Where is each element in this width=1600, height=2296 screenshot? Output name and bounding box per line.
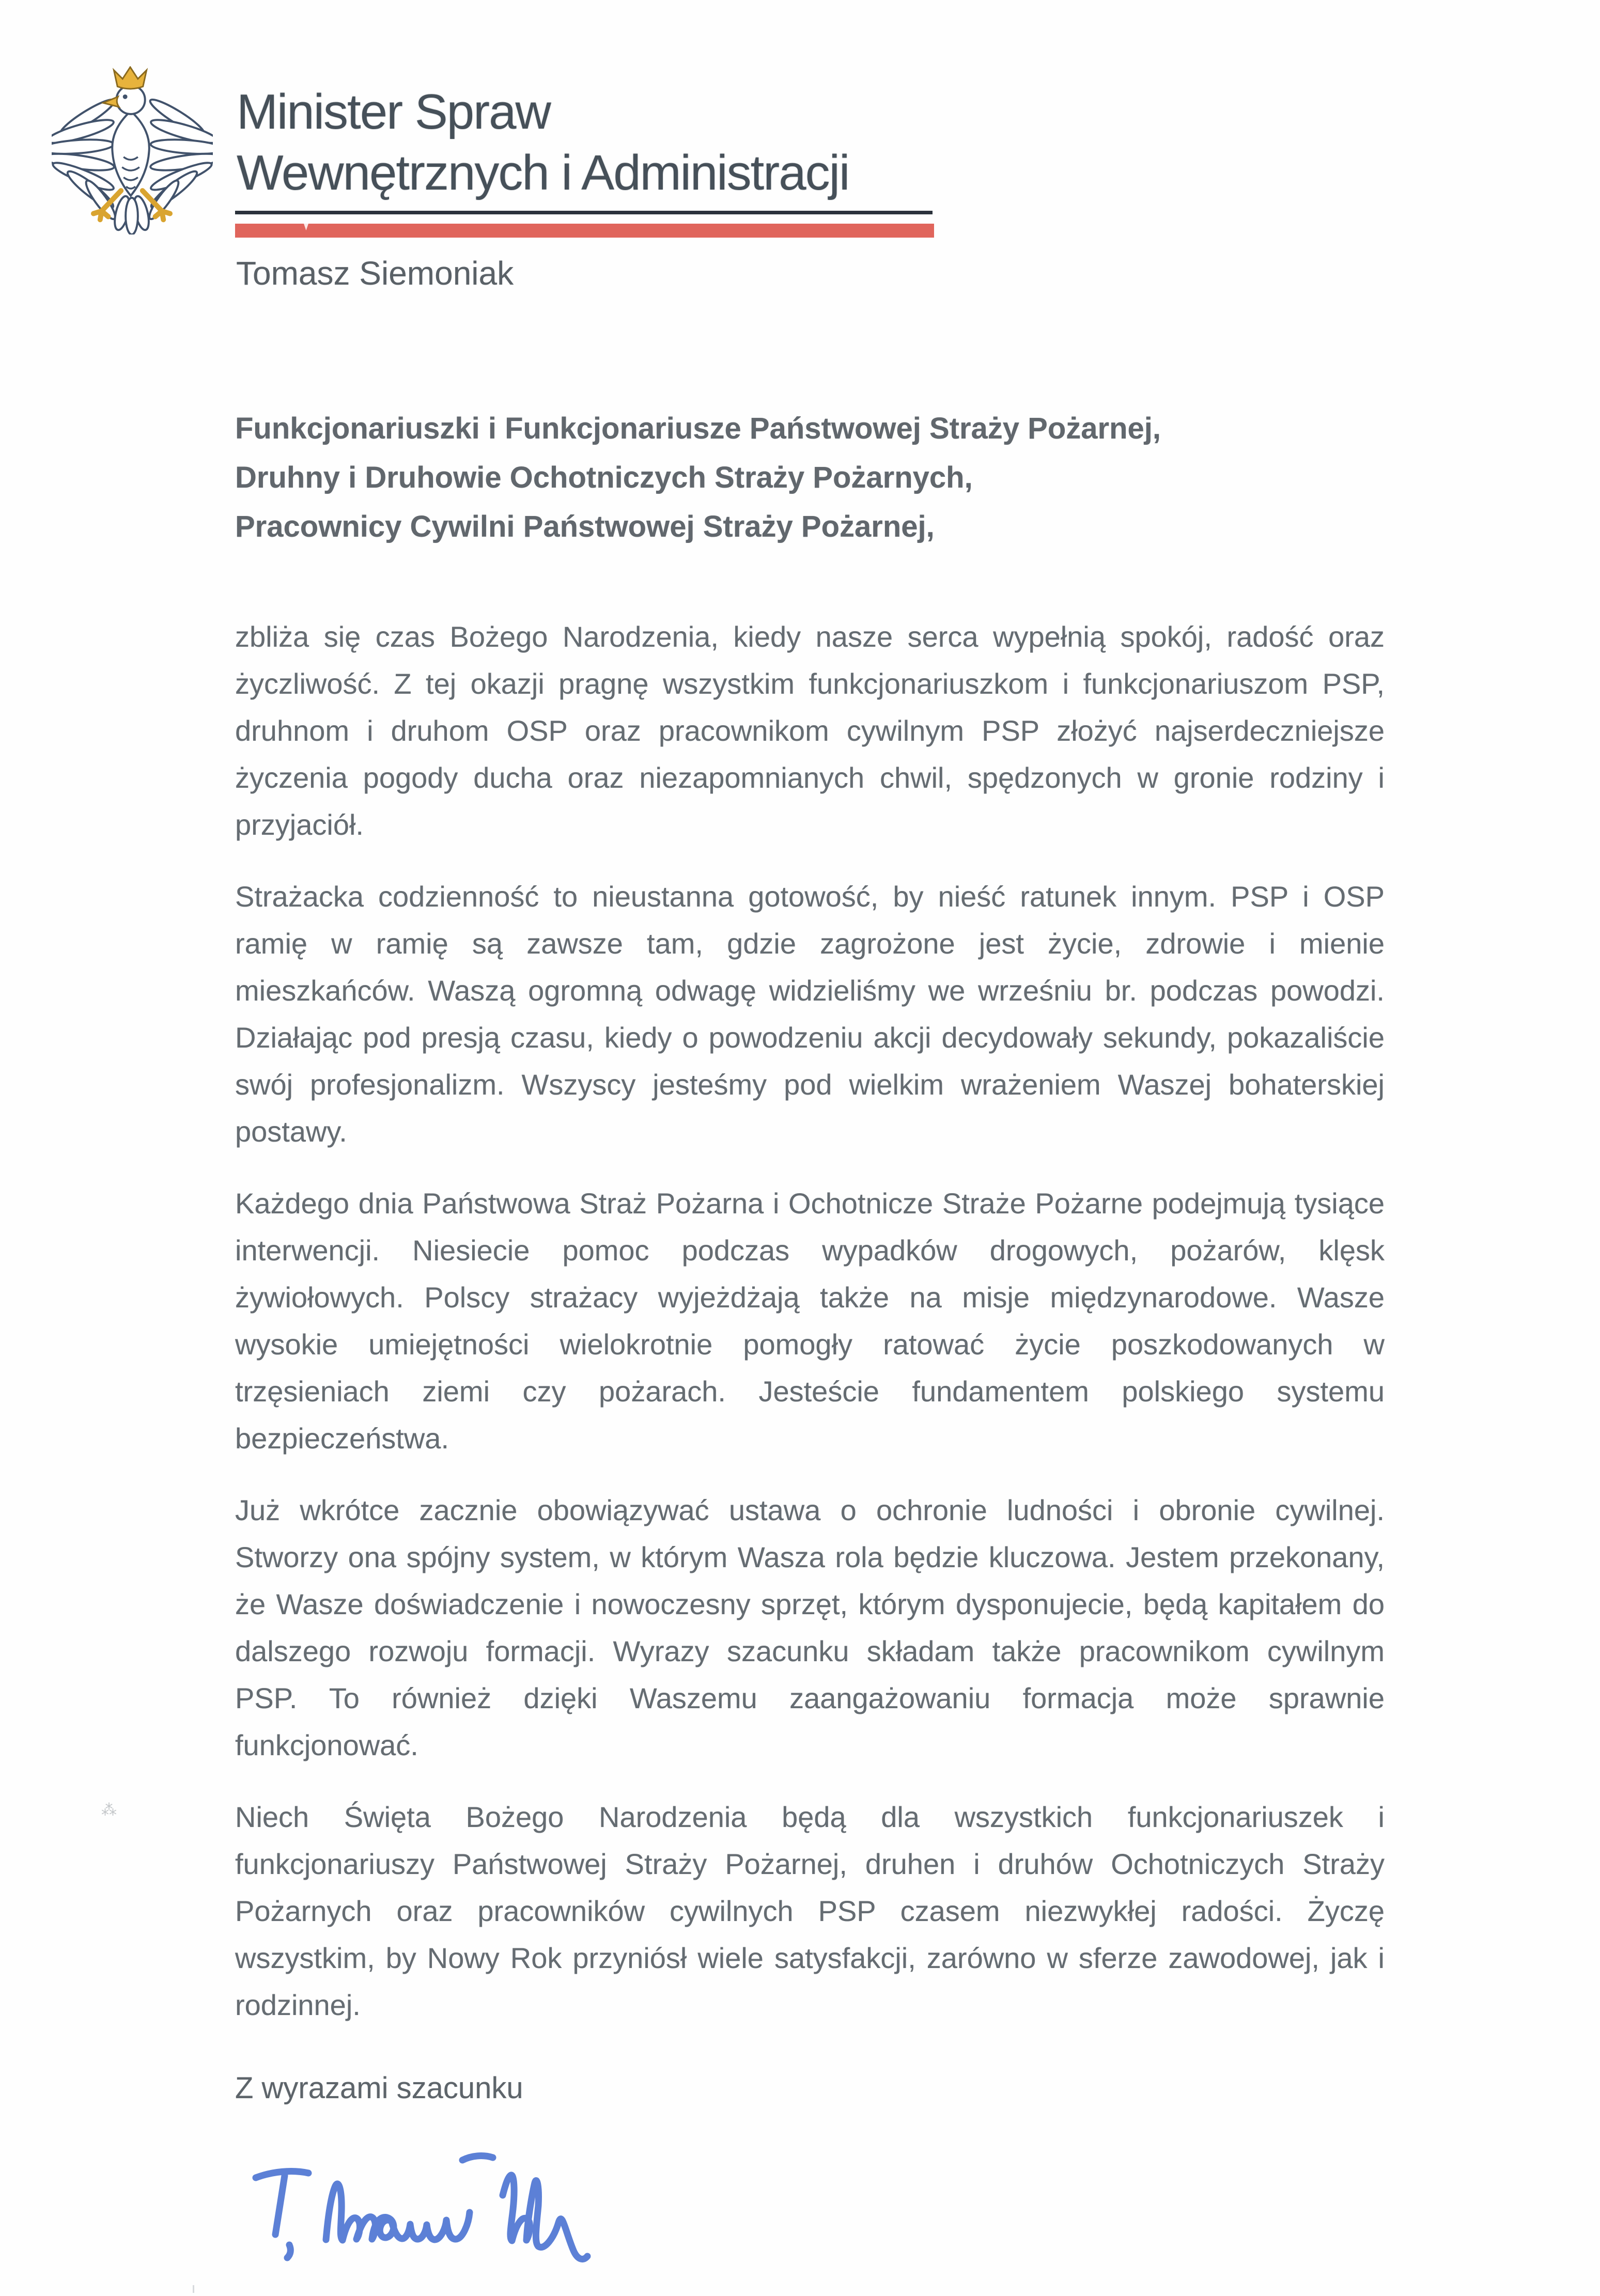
- salutation-line: Druhny i Druhowie Ochotniczych Straży Pożarnych,: [235, 461, 973, 494]
- paragraph: Niech Święta Bożego Narodzenia będą dla wszystkich funkcjonariuszek i funkcjonariuszy Państwowej Straży Pożarnej, druhen i druhów Ochotniczych Straży Pożarnych oraz pracowników cywilnych PSP czasem niezwykłej radości. Życzę wszystkim, by Nowy Rok przyniósł wiele satysfakcji, zarówno w sferze zawodowej, jak i rodzinnej.: [235, 1801, 1385, 2021]
- ministry-title-line1: Minister Spraw: [237, 84, 550, 139]
- ministry-title: [237, 82, 849, 204]
- letterhead-rule-dark: [235, 211, 933, 214]
- letter-body: [235, 404, 1385, 2283]
- paragraph: Każdego dnia Państwowa Straż Pożarna i Ochotnicze Straże Pożarne podejmują tysiące interwencji. Niesiecie pomoc podczas wypadków drogowych, pożarów, klęsk żywiołowych. Polscy strażacy wyjeżdżają także na misje międzynarodowe. Wasze wysokie umiejętności wielokrotnie pomogły ratować życie poszkodowanych w trzęsieniach ziemi czy pożarach. Jesteście fundamentem polskiego systemu bezpieczeństwa.: [235, 1187, 1385, 1455]
- scan-notch-artifact: [304, 224, 308, 230]
- scan-speck-artifact: ⁂: [101, 1802, 117, 1819]
- closing-formula: Z wyrazami szacunku: [235, 2071, 523, 2105]
- minister-name: Tomasz Siemoniak: [236, 255, 514, 292]
- salutation-line: Pracownicy Cywilni Państwowej Straży Pożarnej,: [235, 510, 935, 543]
- paragraph: Już wkrótce zacznie obowiązywać ustawa o ochronie ludności i obronie cywilnej. Stworzy ona spójny system, w którym Wasza rola będzie kluczowa. Jestem przekonany, że Wasze doświadczenie i nowoczesny sprzęt, którym dysponujecie, będą kapitałem do dalszego rozwoju formacji. Wyrazy szacunku składam także pracownikom cywilnym PSP. To również dzięki Waszemu zaangażowaniu formacja może sprawnie funkcjonować.: [235, 1494, 1385, 1761]
- salutation-line: Funkcjonariuszki i Funkcjonariusze Państwowej Straży Pożarnej,: [235, 412, 1161, 445]
- ministry-title-line2: Wewnętrznych i Administracji: [237, 145, 849, 200]
- letterhead-rule-red: [235, 224, 934, 238]
- paragraph: Strażacka codzienność to nieustanna gotowość, by nieść ratunek innym. PSP i OSP ramię w ramię są zawsze tam, gdzie zagrożone jest życie, zdrowie i mienie mieszkańców. Waszą ogromną odwagę widzieliśmy we wrześniu br. podczas powodzi. Działając pod presją czasu, kiedy o powodzeniu akcji decydowały sekundy, pokazaliście swój profesjonalizm. Wszyscy jesteśmy pod wielkim wrażeniem Waszej bohaterskiej postawy.: [235, 880, 1385, 1148]
- salutation: [235, 404, 1385, 551]
- scan-speck-artifact: [193, 2285, 194, 2293]
- paragraph: zbliża się czas Bożego Narodzenia, kiedy nasze serca wypełnią spokój, radość oraz życzliwość. Z tej okazji pragnę wszystkim funkcjonariuszkom i funkcjonariuszom PSP, druhnom i druhom OSP oraz pracownikom cywilnym PSP złożyć najserdeczniejsze życzenia pogody ducha oraz niezapomnianych chwil, spędzonych w gronie rodziny i przyjaciół.: [235, 620, 1385, 841]
- letter-paragraphs: [235, 613, 1385, 2028]
- polish-eagle-icon: [52, 66, 213, 235]
- handwritten-signature: [229, 2138, 684, 2283]
